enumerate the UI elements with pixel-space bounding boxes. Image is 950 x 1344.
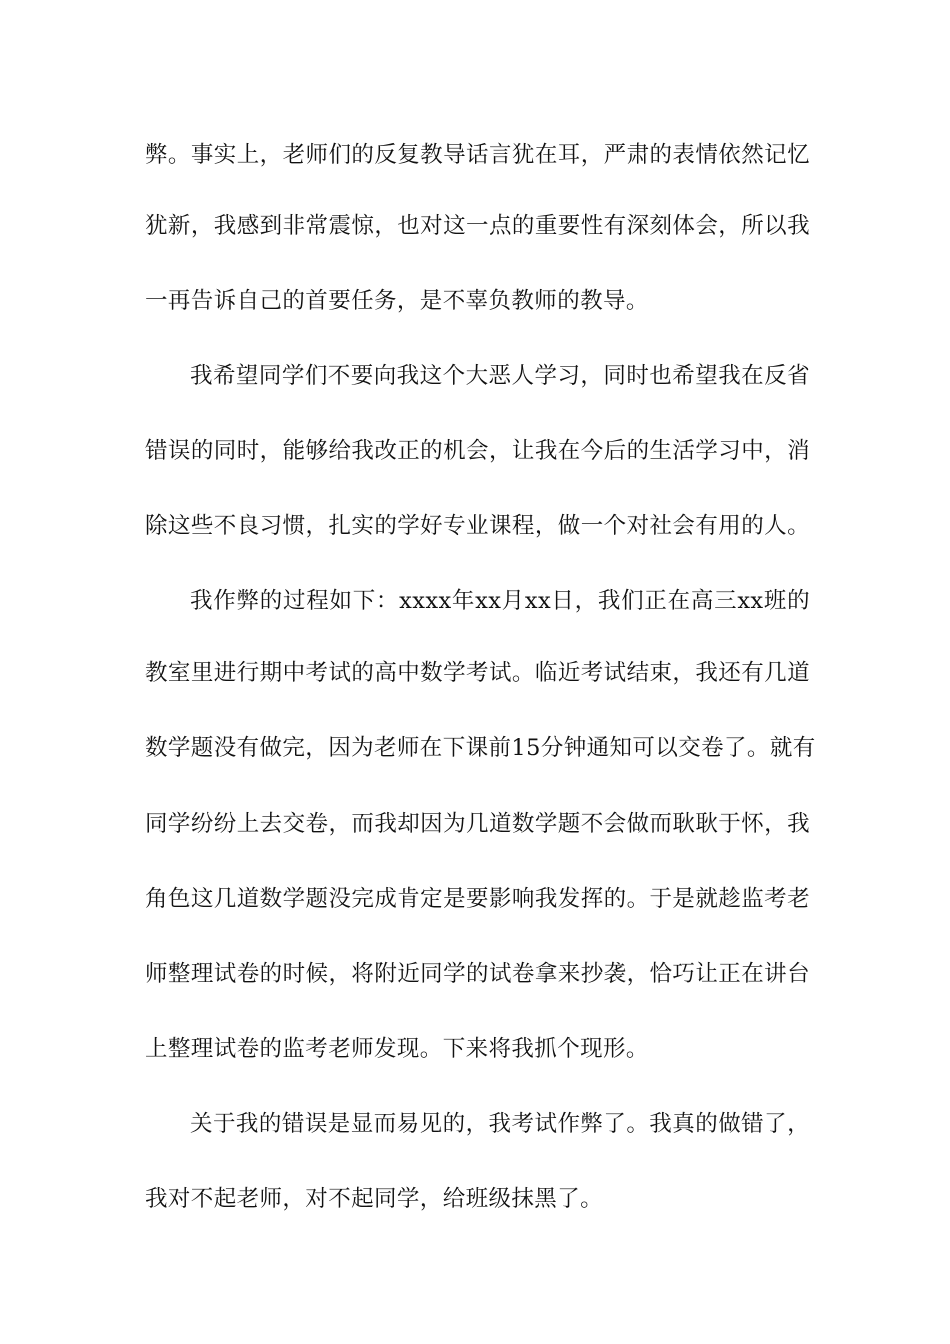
text-line: 弊。事实上，老师们的反复教导话言犹在耳，严肃的表情依然记忆 <box>145 142 810 168</box>
text-line: 错误的同时，能够给我改正的机会，让我在今后的生活学习中，消 <box>145 438 810 464</box>
text-line: 师整理试卷的时候，将附近同学的试卷拿来抄袭，恰巧让正在讲台 <box>145 961 810 987</box>
text-line: 我对不起老师，对不起同学，给班级抹黑了。 <box>145 1186 604 1212</box>
text-line: 上整理试卷的监考老师发现。下来将我抓个现形。 <box>145 1036 649 1062</box>
paragraph-first-line: 我作弊的过程如下：xxxx年xx月xx日，我们正在高三xx班的 <box>190 588 810 614</box>
text-line: 除这些不良习惯，扎实的学好专业课程，做一个对社会有用的人。 <box>145 513 810 539</box>
text-line: 教室里进行期中考试的高中数学考试。临近考试结束，我还有几道 <box>145 660 810 686</box>
paragraph-first-line: 关于我的错误是显而易见的，我考试作弊了。我真的做错了， <box>190 1111 810 1137</box>
text-line: 同学纷纷上去交卷，而我却因为几道数学题不会做而耿耿于怀，我 <box>145 811 810 837</box>
text-line: 一再告诉自己的首要任务，是不辜负教师的教导。 <box>145 288 649 314</box>
text-line: 犹新，我感到非常震惊，也对这一点的重要性有深刻体会，所以我 <box>145 213 810 239</box>
text-line: 数学题没有做完，因为老师在下课前15分钟通知可以交卷了。就有 <box>145 735 816 761</box>
text-line: 角色这几道数学题没完成肯定是要影响我发挥的。于是就趁监考老 <box>145 886 810 912</box>
paragraph-first-line: 我希望同学们不要向我这个大恶人学习，同时也希望我在反省 <box>190 363 810 389</box>
